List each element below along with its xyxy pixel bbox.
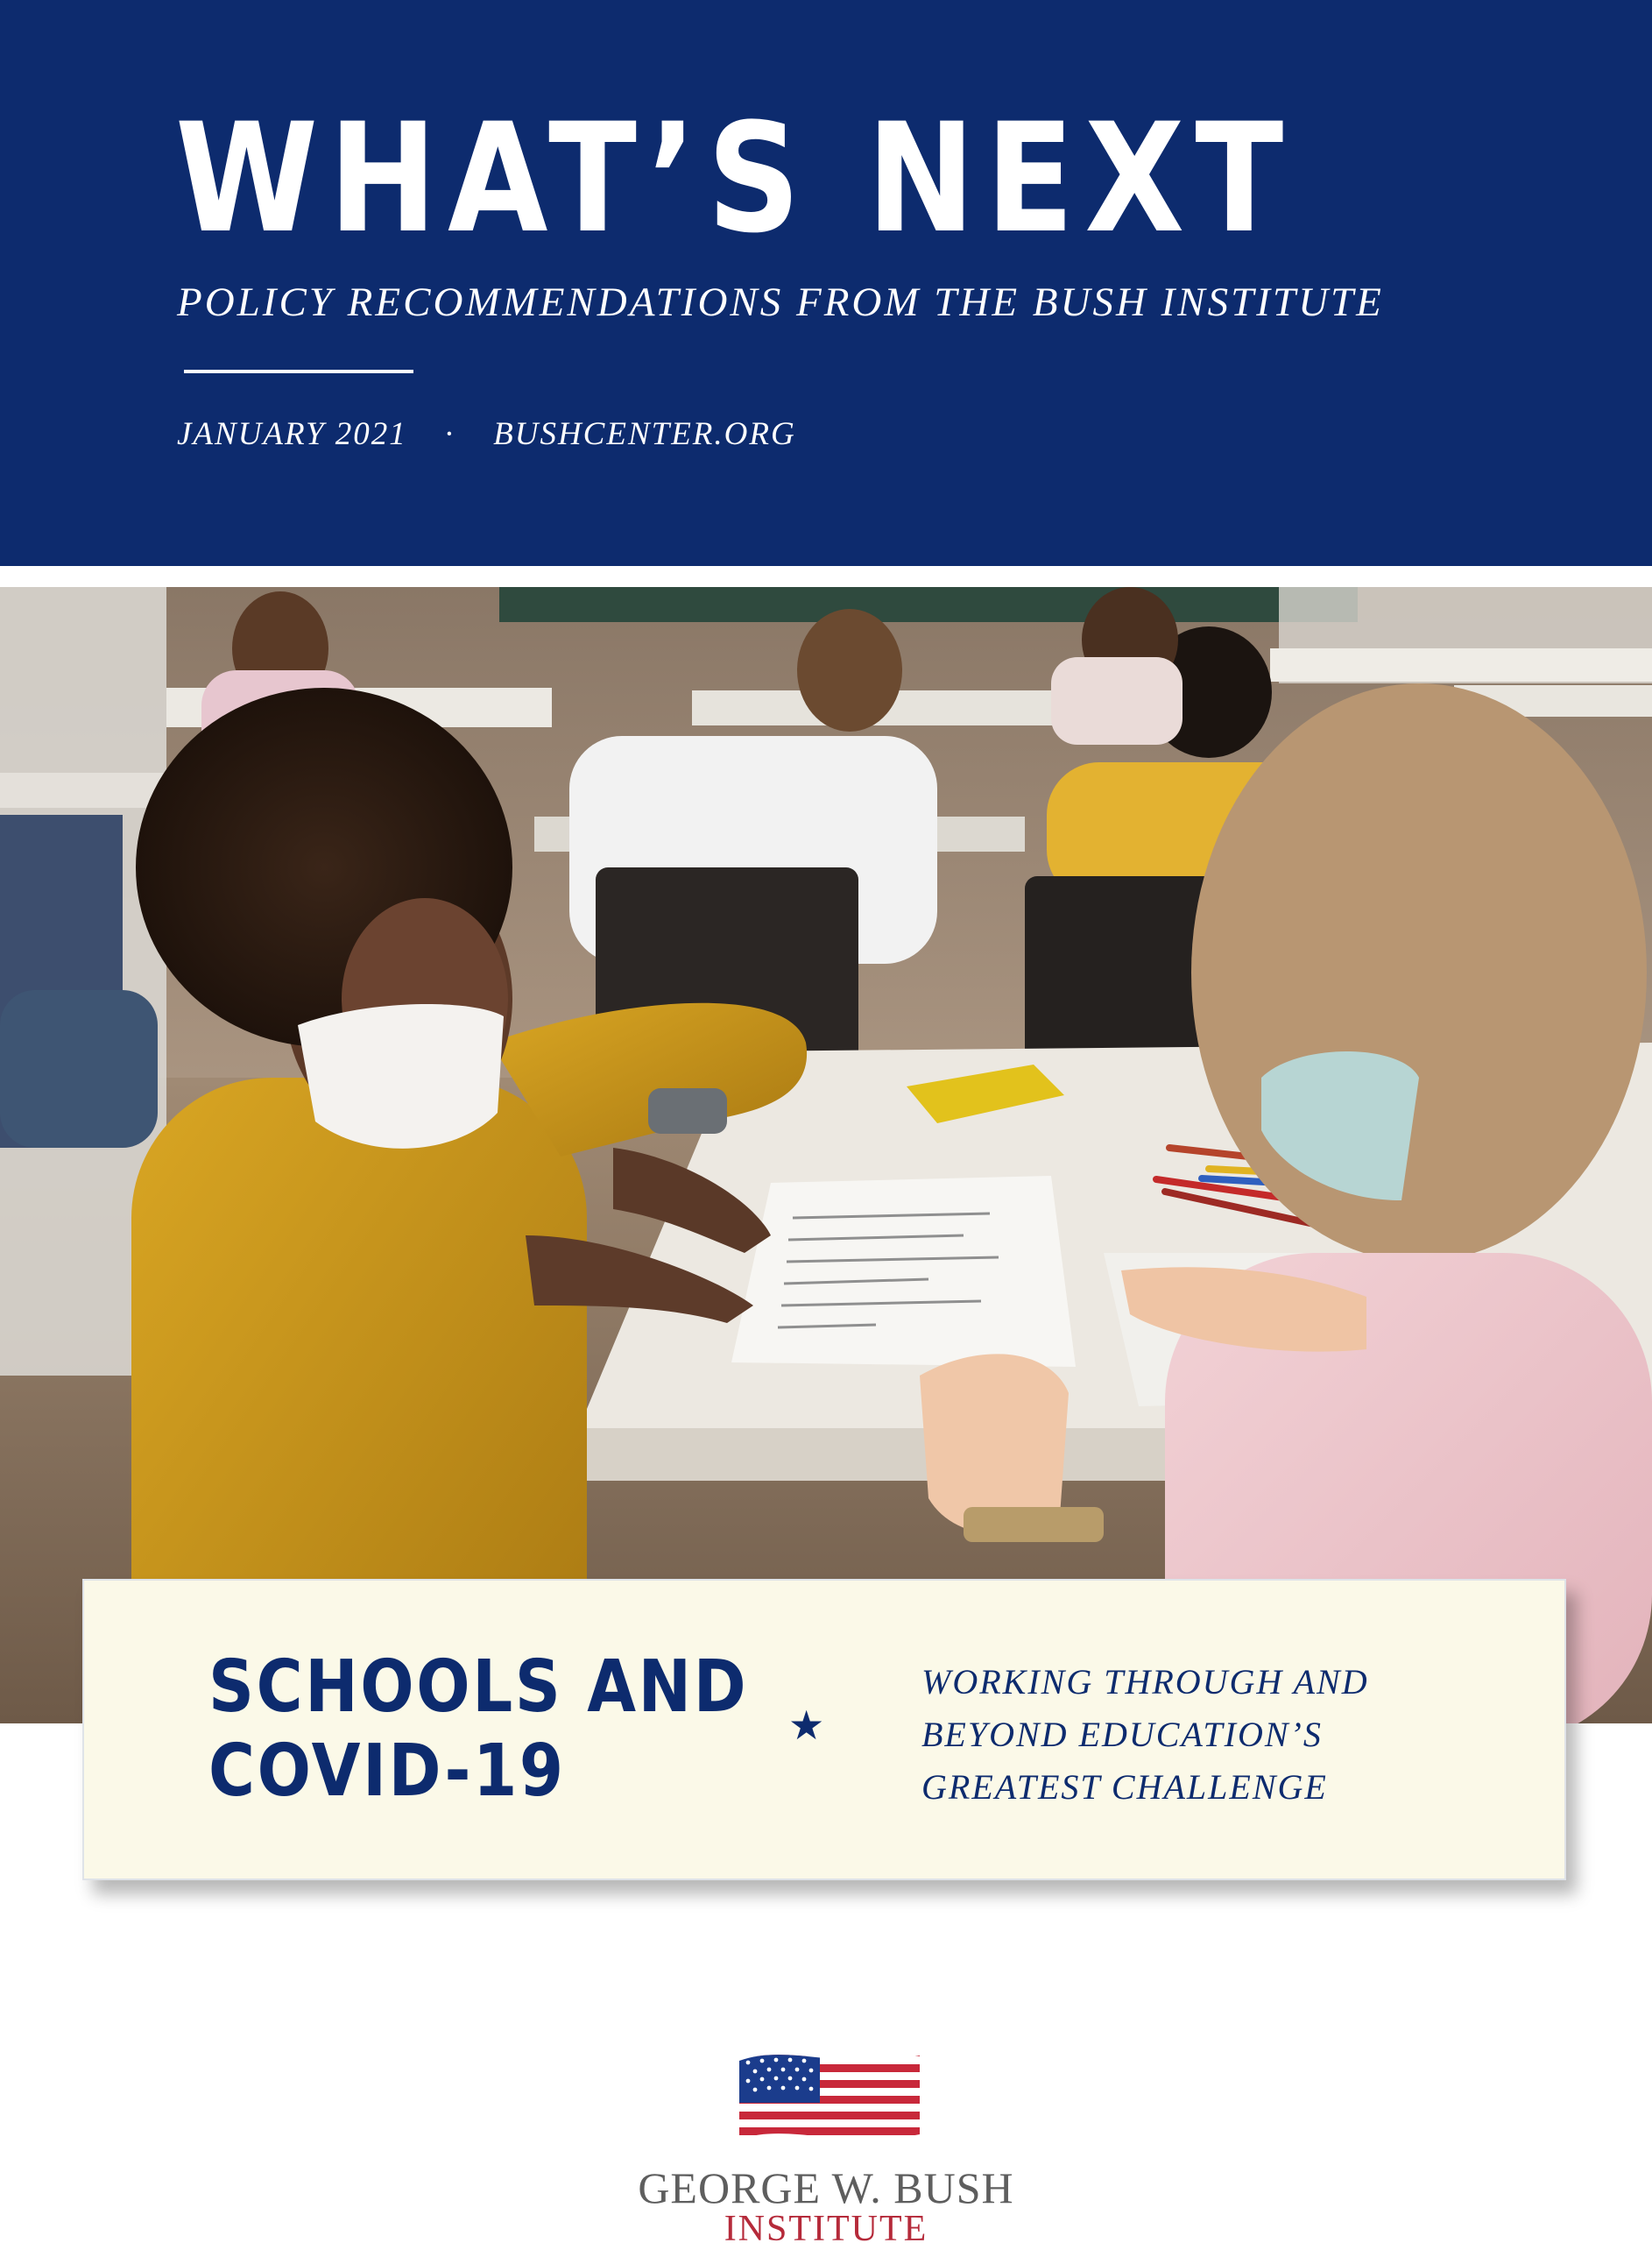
report-tagline — [921, 1656, 1369, 1814]
report-title-line: COVID-19 — [208, 1730, 566, 1813]
report-title — [208, 1645, 748, 1814]
institute-logo — [0, 2041, 1652, 2249]
report-title-line: SCHOOLS AND — [208, 1645, 749, 1729]
divider-rule — [184, 370, 413, 373]
subtitle: POLICY RECOMMENDATIONS FROM THE BUSH INSTITUTE — [177, 279, 1384, 325]
classroom-photo — [0, 587, 1652, 1723]
main-title: WHAT’S NEXT — [175, 90, 1295, 266]
star-icon: ★ — [788, 1702, 825, 1748]
american-flag-icon — [736, 2048, 923, 2154]
cover-header — [0, 0, 1652, 566]
institute-subname: INSTITUTE — [724, 2209, 928, 2249]
publication-date: JANUARY 2021 — [177, 416, 407, 452]
publication-meta — [177, 415, 796, 453]
tagline-line: GREATEST CHALLENGE — [921, 1767, 1328, 1807]
institute-name: GEORGE W. BUSH — [638, 2163, 1014, 2212]
meta-separator: · — [443, 416, 457, 452]
tagline-line: BEYOND EDUCATION’S — [921, 1715, 1323, 1754]
title-card — [82, 1579, 1566, 1880]
website-link: BUSHCENTER.ORG — [493, 416, 796, 452]
tagline-line: WORKING THROUGH AND — [921, 1662, 1369, 1702]
